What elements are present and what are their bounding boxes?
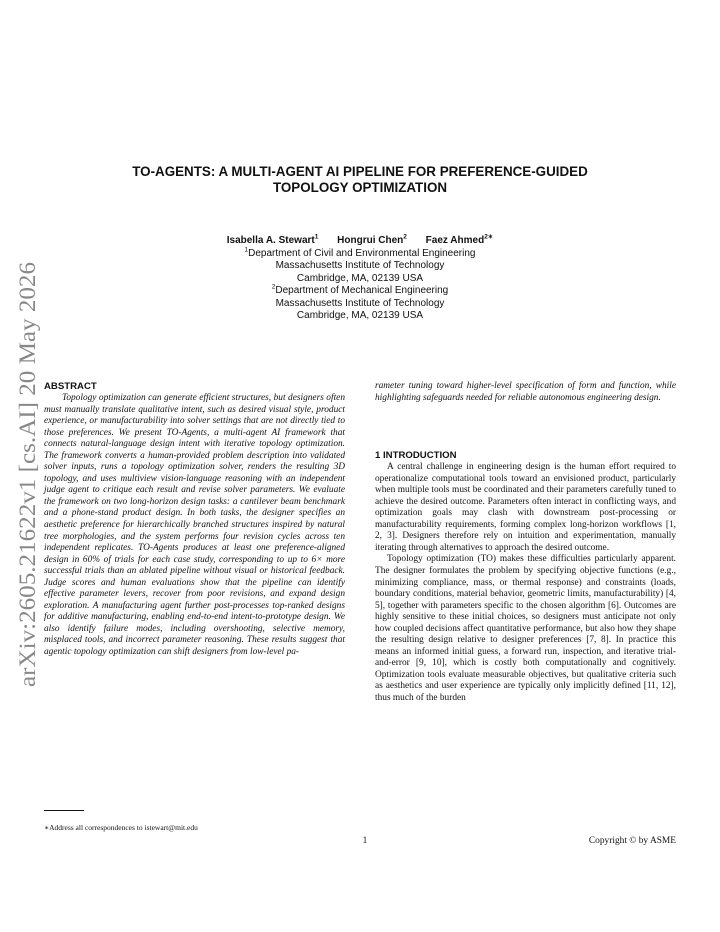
introduction-paragraph-1: A central challenge in engineering design is the human effort required to operationalize computational tools toward an envisioned product, particularly when multiple tools must be coordinated and their parameters carefully tuned to achieve the desired outcome. Parameters often interact in conflicting ways, and optimization goals may clash with downstream post-processing or manufacturability requirements, forming complex long-horizon workflows [1, 2, 3]. Designers therefore rely on intuition and experimentation, manually iterating through alternatives to approach the desired outcome.	[375, 462, 676, 553]
page-number: 1	[362, 836, 368, 846]
abstract-continuation: rameter tuning toward higher-level specification of form and function, while highlighting safeguards needed for reliable autonomous engineering design.	[375, 381, 676, 403]
affiliation-4: $^2$Department of Mechanical Engineering	[271, 283, 449, 296]
footnote: ∗Address all correspondences to istewart@mit.edu	[44, 823, 198, 832]
arxiv-stamp-svg	[4, 262, 44, 687]
author-2: Hongrui Chen$^2$	[337, 233, 407, 246]
affiliation-6: Cambridge, MA, 02139 USA	[296, 310, 424, 321]
affiliation-1: $^1$Department of Civil and Environmental Engineering	[244, 246, 476, 259]
author-1: Isabella A. Stewart$^1$	[226, 233, 319, 246]
copyright-notice: Copyright © by ASME	[588, 836, 676, 846]
arxiv-stamp	[4, 262, 44, 687]
abstract-heading: ABSTRACT	[44, 381, 97, 392]
arxiv-stamp-text: arXiv:2605.21622v1 [cs.AI] 20 May 2026	[15, 297, 40, 687]
title-line-1: TO-AGENTS: A MULTI-AGENT AI PIPELINE FOR PREFERENCE-GUIDED	[132, 164, 588, 179]
title-line-2: TOPOLOGY OPTIMIZATION	[272, 180, 448, 195]
affiliation-2: Massachusetts Institute of Technology	[275, 260, 445, 271]
paper-title	[60, 164, 660, 196]
abstract-text: Topology optimization can generate efficient structures, but designers often must manually translate qualitative intent, such as desired visual style, product experience, or manufacturability into solver settings that are not directly tied to those preferences. We present TO-Agents, a multi-agent AI framework that connects natural-language design intent with iterative topology optimization. The framework converts a human-provided problem description into validated solver inputs, runs a topology optimization solver, renders the resulting 3D topology, and uses multiview vision-language reasoning with an independent judge agent to critique each result and revise solver parameters. We evaluate the framework on two long-horizon design tasks: a cantilever beam benchmark and a phone-stand product design. In both tasks, the designer specifies an aesthetic preference for hierarchically branched structures inspired by natural tree morphologies, and the system performs four revision cycles across ten independent replicates. TO-Agents produces at least one preference-aligned design in 60% of trials for each case study, corresponding to up to 6× more successful trials than an ablated pipeline without visual or historical feedback. Judge scores and human evaluations show that the pipeline can identify effective parameter levers, recover from poor revisions, and expand design exploration. A manufacturing agent further post-processes top-ranked designs for additive manufacturing, enabling end-to-end intent-to-prototype design. We also identify failure modes, including overshooting, selective memory, misplaced tools, and incorrect parameter reasoning. These results suggest that agentic topology optimization can shift designers from low-level pa-	[44, 393, 345, 658]
left-column	[44, 381, 345, 659]
introduction-heading: 1 INTRODUCTION	[375, 450, 457, 462]
introduction-paragraph-2: Topology optimization (TO) makes these difficulties particularly apparent. The designer formulates the problem by specifying objective functions (e.g., minimizing compliance, mass, or thermal response) and constraints (loads, boundary conditions, material behavior, geometric limits, manufacturability) [4, 5], together with parameters specific to the chosen algorithm [6]. Outcomes are highly sensitive to these initial choices, so designers must anticipate not only how coupled decisions affect quantitative performance, but also how they shape the resulting design relative to designer preferences [7, 8]. In practice this means an informed initial guess, a forward run, inspection, and iterative trial-and-error [9, 10], which is costly both computationally and cognitively. Optimization tools evaluate measurable objectives, but qualitative criteria such as aesthetics and user experience are typically only implicitly defined [11, 12], thus much of the burden	[375, 554, 676, 704]
author-names	[60, 235, 660, 248]
author-block	[60, 235, 660, 323]
footnote-rule	[44, 810, 84, 811]
affiliation-5: Massachusetts Institute of Technology	[275, 297, 445, 309]
author-3: Faez Ahmed$^{2∗}$	[425, 233, 494, 246]
affiliation-3: Cambridge, MA, 02139 USA	[296, 272, 424, 284]
right-column	[375, 381, 676, 705]
